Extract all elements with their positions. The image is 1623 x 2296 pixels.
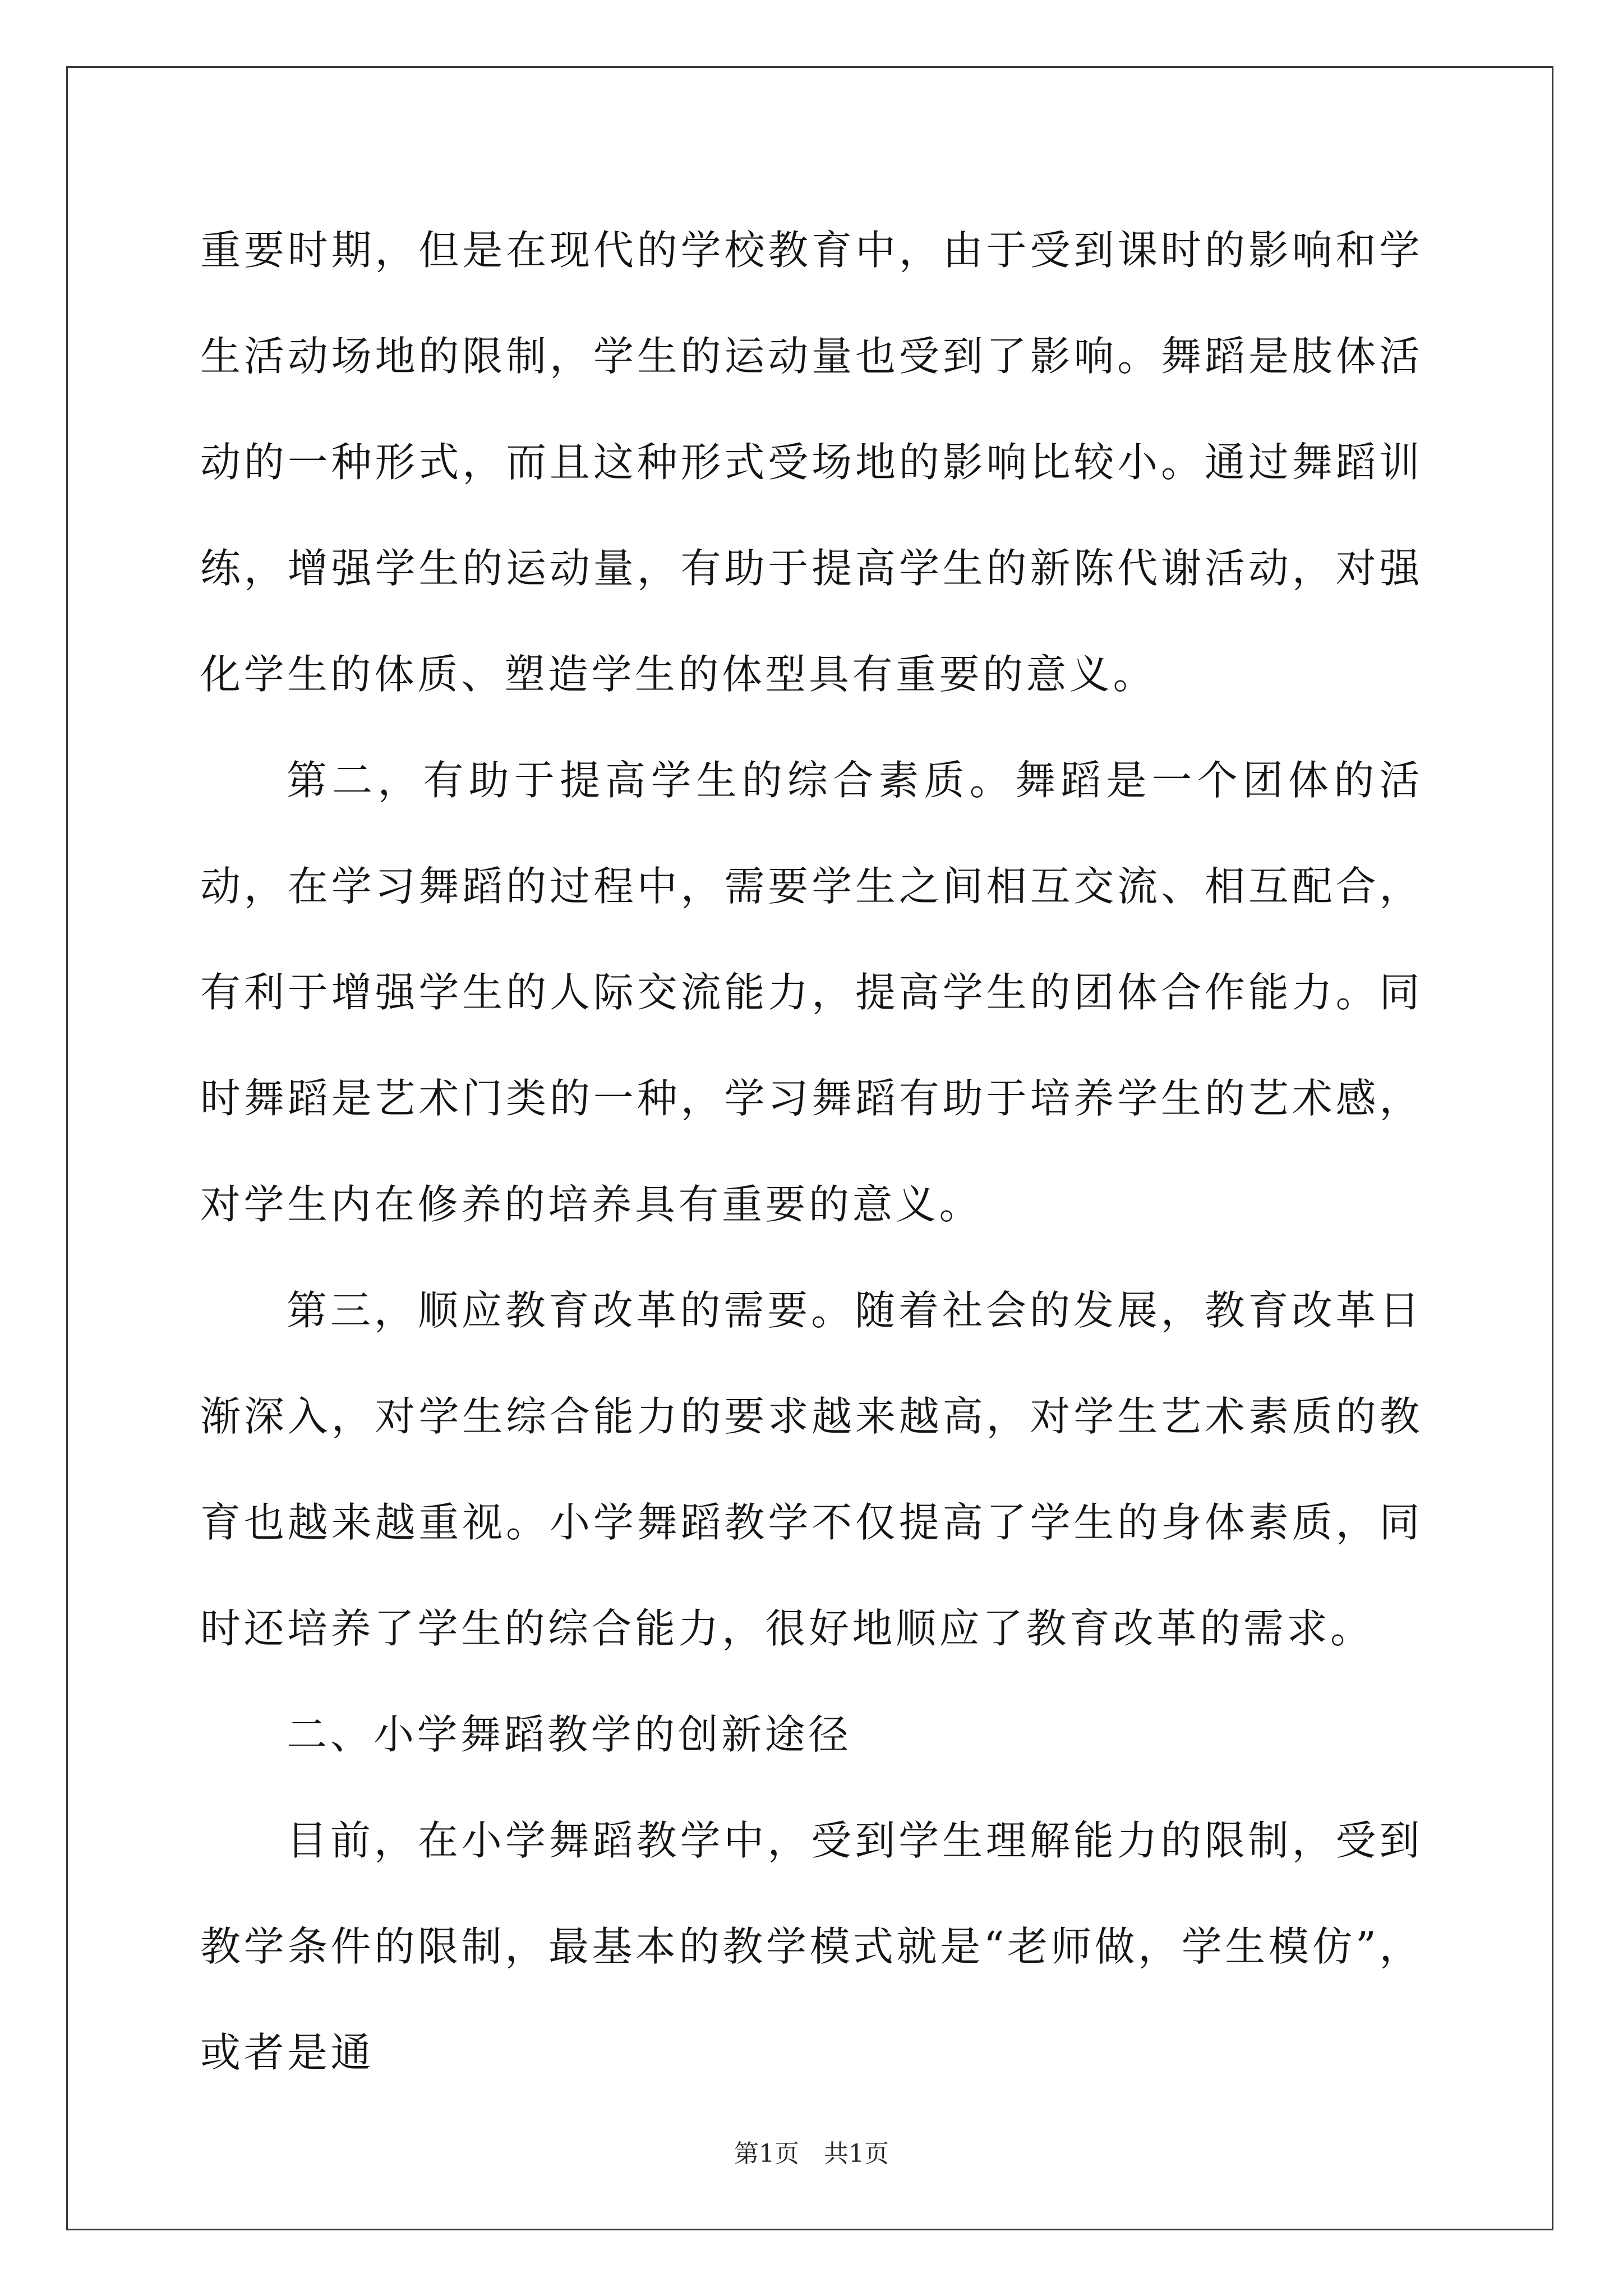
paragraph-1: 重要时期，但是在现代的学校教育中，由于受到课时的影响和学生活动场地的限制，学生的运动量也受到了影响。舞蹈是肢体活动的一种形式，而且这种形式受场地的影响比较小。通过舞蹈训练，增强学生的运动量，有助于提高学生的新陈代谢活动，对强化学生的体质、塑造学生的体型具有重要的意义。 [200, 227, 1423, 698]
paragraph-2: 第二，有助于提高学生的综合素质。舞蹈是一个团体的活动，在学习舞蹈的过程中，需要学生之间相互交流、相互配合，有利于增强学生的人际交流能力，提高学生的团体合作能力。同时舞蹈是艺术门类的一种，学习舞蹈有助于培养学生的艺术感，对学生内在修养的培养具有重要的意义。 [200, 757, 1423, 1228]
paragraph-4: 目前，在小学舞蹈教学中，受到学生理解能力的限制，受到教学条件的限制，最基本的教学模式就是“老师做，学生模仿”，或者是通 [200, 1817, 1423, 2076]
paragraph-3: 第三，顺应教育改革的需要。随着社会的发展，教育改革日渐深入，对学生综合能力的要求越来越高，对学生艺术素质的教育也越来越重视。小学舞蹈教学不仅提高了学生的身体素质，同时还培养了学生的综合能力，很好地顺应了教育改革的需求。 [200, 1287, 1423, 1652]
document-body [200, 197, 1423, 2106]
section-heading: 二、小学舞蹈教学的创新途径 [287, 1711, 852, 1758]
page-number-footer: 第1页 共1页 [734, 2139, 889, 2168]
